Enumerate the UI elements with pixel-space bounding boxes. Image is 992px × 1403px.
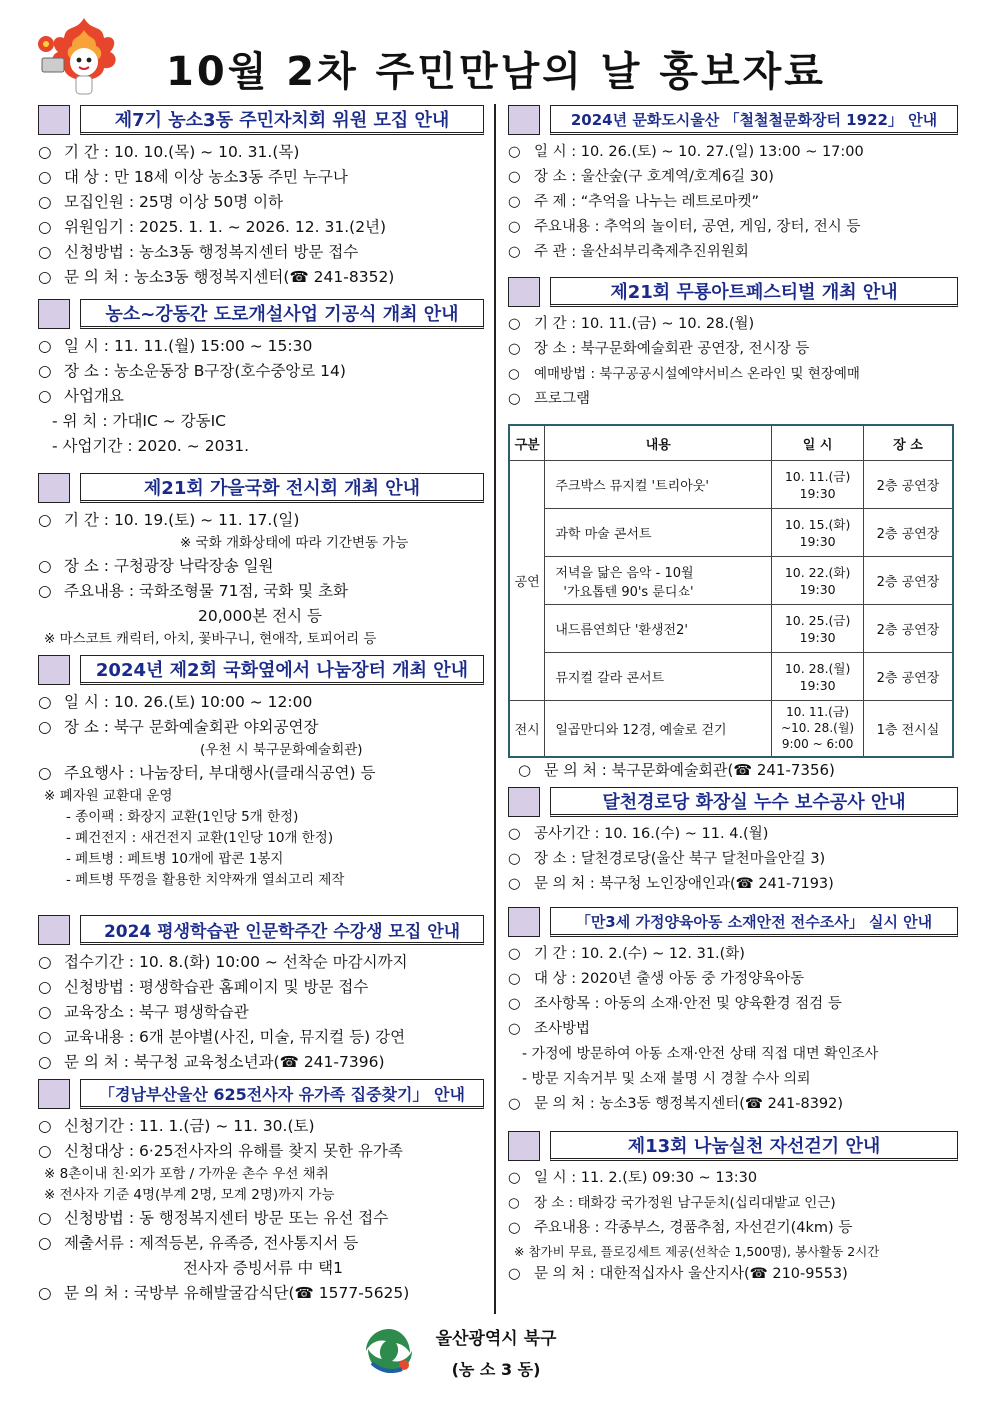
sub-line: - 페트병 뚜껑을 활용한 치약짜개 열쇠고리 제작	[66, 872, 345, 888]
info-line: ○ 접수기간 : 10. 8.(화) 10:00 ~ 선착순 마감시까지	[38, 953, 408, 971]
page-title: 10월 2차 주민만남의 날 홍보자료	[166, 49, 826, 95]
info-line: ○ 문 의 처 : 북구청 교육청소년과(☎ 241-7396)	[38, 1053, 385, 1071]
sub-line: - 사업기간 : 2020. ~ 2031.	[52, 437, 250, 455]
table-cell: 10. 11.(금) ~10. 28.(월) 9:00 ~ 6:00	[772, 701, 864, 757]
info-line: ○ 문 의 처 : 대한적십자사 울산지사(☎ 210-9553)	[508, 1266, 848, 1282]
table-group: 공연	[509, 461, 545, 701]
table-header: 일 시	[772, 425, 864, 461]
info-line: ○ 주요내용 : 추억의 놀이터, 공연, 게임, 장터, 전시 등	[508, 219, 861, 235]
info-line: ○ 조사방법	[508, 1021, 591, 1037]
table-cell: 10. 22.(화) 19:30	[772, 557, 864, 605]
note-line: ※ 8촌이내 친·외가 포함 / 가까운 촌수 우선 채취	[44, 1166, 329, 1182]
table-header: 내용	[545, 425, 772, 461]
info-line: ○ 주요내용 : 국화조형물 71점, 국화 및 초화	[38, 582, 349, 600]
info-line: ○ 문 의 처 : 북구청 노인장애인과(☎ 241-7193)	[508, 876, 834, 892]
note-line: ※ 국화 개화상태에 따라 기간변동 가능	[180, 535, 409, 551]
info-line: ○ 문 의 처 : 농소3동 행정복지센터(☎ 241-8352)	[38, 268, 395, 286]
info-line: ○ 사업개요	[38, 387, 124, 405]
info-line: ○ 일 시 : 11. 11.(월) 15:00 ~ 15:30	[38, 337, 313, 355]
note-line: ※ 전사자 기준 4명(부계 2명, 모계 2명)까지 가능	[44, 1187, 335, 1203]
footer	[0, 1324, 992, 1380]
info-line: ○ 일 시 : 10. 26.(토) ~ 10. 27.(일) 13:00 ~ 17:00	[508, 144, 864, 160]
section-marker	[38, 473, 70, 503]
info-line: ○ 주요행사 : 나눔장터, 부대행사(클래식공연) 등	[38, 764, 376, 782]
table-row	[509, 509, 953, 557]
info-line: ○ 일 시 : 10. 26.(토) 10:00 ~ 12:00	[38, 693, 313, 711]
note-line: ※ 폐자원 교환대 운영	[44, 788, 173, 804]
info-line: ○ 주 관 : 울산쇠부리축제추진위원회	[508, 244, 749, 260]
info-line: ○ 대 상 : 만 18세 이상 농소3동 주민 누구나	[38, 168, 348, 186]
info-line: ○ 신청방법 : 동 행정복지센터 방문 또는 유선 접수	[38, 1209, 389, 1227]
sub-line: - 페트병 : 페트병 10개에 팝콘 1봉지	[66, 851, 284, 867]
section-marker	[38, 915, 70, 945]
sub-line: - 종이팩 : 화장지 교환(1인당 5개 한정)	[66, 809, 299, 825]
section-title: 달천경로당 화장실 누수 보수공사 안내	[550, 787, 958, 817]
table-cell: 과학 마술 콘서트	[545, 509, 772, 557]
info-line: ○ 문 의 처 : 농소3동 행정복지센터(☎ 241-8392)	[508, 1096, 844, 1112]
section-title: 2024년 문화도시울산 「철철철문화장터 1922」 안내	[550, 105, 958, 135]
info-line: ○ 신청대상 : 6·25전사자의 유해를 찾지 못한 유가족	[38, 1142, 403, 1160]
section-art-festival	[508, 276, 958, 412]
section-retro-market	[508, 104, 958, 265]
section-war-remains	[38, 1078, 484, 1306]
table-row	[509, 557, 953, 605]
section-chrysanthemum	[38, 472, 484, 650]
info-line: ○ 기 간 : 10. 19.(토) ~ 11. 17.(일)	[38, 511, 300, 529]
table-cell: 주크박스 뮤지컬 '트리아웃'	[545, 461, 772, 509]
section-title: 제21회 가을국화 전시회 개최 안내	[80, 473, 484, 503]
section-marker	[508, 1131, 540, 1161]
section-repair-work	[508, 786, 958, 897]
info-line: ○ 기 간 : 10. 11.(금) ~ 10. 28.(월)	[508, 316, 755, 332]
section-title: 2024 평생학습관 인문학주간 수강생 모집 안내	[80, 915, 484, 945]
info-line: ○ 위원임기 : 2025. 1. 1. ~ 2026. 12. 31.(2년)	[38, 218, 387, 236]
section-charity-walk	[508, 1130, 958, 1287]
program-table	[508, 424, 954, 758]
section-marker	[508, 105, 540, 135]
info-line: ○ 문 의 처 : 국방부 유해발굴감식단(☎ 1577-5625)	[38, 1284, 410, 1302]
table-header: 구분	[509, 425, 545, 461]
table-cell: 10. 15.(화) 19:30	[772, 509, 864, 557]
table-cell: 2층 공연장	[863, 509, 953, 557]
info-line: ○ 신청기간 : 11. 1.(금) ~ 11. 30.(토)	[38, 1117, 315, 1135]
info-line: ○ 주 제 : “추억을 나누는 레트로마켓”	[508, 194, 760, 210]
sub-line: - 가정에 방문하여 아동 소재·안전 상태 직접 대면 확인조사	[522, 1046, 879, 1062]
table-row	[509, 653, 953, 701]
info-line: ○ 장 소 : 태화강 국가정원 남구둔치(십리대밭교 인근)	[508, 1195, 836, 1211]
sub-line: - 방문 지속거부 및 소재 불명 시 경찰 수사 의뢰	[522, 1071, 811, 1087]
section-marker	[38, 105, 70, 135]
table-cell: 2층 공연장	[863, 653, 953, 701]
info-line: ○ 장 소 : 구청광장 낙락장송 일원	[38, 557, 274, 575]
table-cell: 10. 11.(금) 19:30	[772, 461, 864, 509]
info-line: ○ 신청방법 : 평생학습관 홈페이지 및 방문 접수	[38, 978, 369, 996]
table-cell: 2층 공연장	[863, 461, 953, 509]
table-cell: 뮤지컬 갈라 콘서트	[545, 653, 772, 701]
info-line: ○ 장 소 : 달천경로당(울산 북구 달천마을안길 3)	[508, 851, 826, 867]
table-row	[509, 461, 953, 509]
section-title: 「만3세 가정양육아동 소재안전 전수조사」 실시 안내	[550, 907, 958, 937]
info-line: ○ 신청방법 : 농소3동 행정복지센터 방문 접수	[38, 243, 359, 261]
info-line: ○ 기 간 : 10. 2.(수) ~ 12. 31.(화)	[508, 946, 745, 962]
section-marker	[508, 907, 540, 937]
table-cell: 저녁을 닮은 음악 - 10월 '가요톱텐 90's 룬디쇼'	[545, 557, 772, 605]
info-line: ○ 장 소 : 울산숲(구 호계역/호계6길 30)	[508, 169, 774, 185]
section-sharing-market	[38, 654, 484, 891]
info-line: ○ 공사기간 : 10. 16.(수) ~ 11. 4.(월)	[508, 826, 769, 842]
table-cell: 2층 공연장	[863, 557, 953, 605]
program-table-wrap	[508, 424, 954, 756]
section-resident-council	[38, 104, 484, 290]
section-title: 「경남부산울산 625전사자 유가족 집중찾기」 안내	[80, 1079, 484, 1109]
info-line: ○ 일 시 : 11. 2.(토) 09:30 ~ 13:30	[508, 1170, 758, 1186]
section-road-ceremony	[38, 298, 484, 459]
section-title: 2024년 제2회 국화옆에서 나눔장터 개최 안내	[80, 655, 484, 685]
info-line-cont: (우천 시 북구문화예술회관)	[200, 742, 363, 758]
section-marker	[38, 1079, 70, 1109]
table-cell: 일곱만디와 12경, 예술로 걷기	[545, 701, 772, 757]
table-group: 전시	[509, 701, 545, 757]
table-row	[509, 701, 953, 757]
column-divider	[494, 104, 496, 1314]
info-line: ○ 기 간 : 10. 10.(목) ~ 10. 31.(목)	[38, 143, 300, 161]
footer-dong: (농 소 3 동)	[451, 1360, 541, 1379]
info-line: ○ 장 소 : 북구문화예술회관 공연장, 전시장 등	[508, 341, 810, 357]
info-line: ○ 문 의 처 : 북구문화예술회관(☎ 241-7356)	[518, 761, 835, 779]
info-line: ○ 주요내용 : 각종부스, 경품추첨, 자선걷기(4km) 등	[508, 1220, 853, 1236]
info-line: ○ 장 소 : 농소운동장 B구장(호수중앙로 14)	[38, 362, 346, 380]
info-line: ○ 제출서류 : 제적등본, 유족증, 전사통지서 등	[38, 1234, 359, 1252]
table-cell: 2층 공연장	[863, 605, 953, 653]
section-marker	[38, 655, 70, 685]
section-title: 제7기 농소3동 주민자치회 위원 모집 안내	[80, 105, 484, 135]
info-line: ○ 대 상 : 2020년 출생 아동 중 가정양육아동	[508, 971, 805, 987]
note-line: ※ 마스코트 캐릭터, 아치, 꽃바구니, 현애작, 토피어리 등	[44, 631, 377, 647]
section-lifelong-learning	[38, 914, 484, 1075]
table-cell: 1층 전시실	[863, 701, 953, 757]
footer-org: 울산광역시 북구	[435, 1329, 557, 1349]
info-line: ○ 프로그램	[508, 391, 591, 407]
section-title: 농소~강동간 도로개설사업 기공식 개최 안내	[80, 299, 484, 329]
info-line: ○ 교육내용 : 6개 분야별(사진, 미술, 뮤지컬 등) 강연	[38, 1028, 406, 1046]
info-line-cont: 20,000본 전시 등	[198, 607, 322, 625]
table-row	[509, 605, 953, 653]
section-child-survey	[508, 906, 958, 1117]
table-cell: 10. 25.(금) 19:30	[772, 605, 864, 653]
section-marker	[508, 277, 540, 307]
info-line: ○ 조사항목 : 아동의 소재·안전 및 양육환경 점검 등	[508, 996, 842, 1012]
info-line: ○ 장 소 : 북구 문화예술회관 야외공연장	[38, 718, 319, 736]
info-line-cont: 전사자 증빙서류 中 택1	[183, 1259, 343, 1277]
table-cell: 10. 28.(월) 19:30	[772, 653, 864, 701]
table-header: 장 소	[863, 425, 953, 461]
note-line: ※ 참가비 무료, 플로깅세트 제공(선착순 1,500명), 봉사활동 2시간	[514, 1244, 880, 1259]
sub-line: - 위 치 : 가대IC ~ 강동IC	[52, 412, 226, 430]
section-marker	[508, 787, 540, 817]
info-line: ○ 예매방법 : 북구공공시설예약서비스 온라인 및 현장예매	[508, 366, 860, 382]
section-title: 제21회 무룡아트페스티벌 개최 안내	[550, 277, 958, 307]
info-line: ○ 모집인원 : 25명 이상 50명 이하	[38, 193, 284, 211]
info-line: ○ 교육장소 : 북구 평생학습관	[38, 1003, 249, 1021]
table-cell: 내드름연희단 '환생전2'	[545, 605, 772, 653]
sub-line: - 폐건전지 : 새건전지 교환(1인당 10개 한정)	[66, 830, 334, 846]
section-title: 제13회 나눔실천 자선걷기 안내	[550, 1131, 958, 1161]
section-marker	[38, 299, 70, 329]
